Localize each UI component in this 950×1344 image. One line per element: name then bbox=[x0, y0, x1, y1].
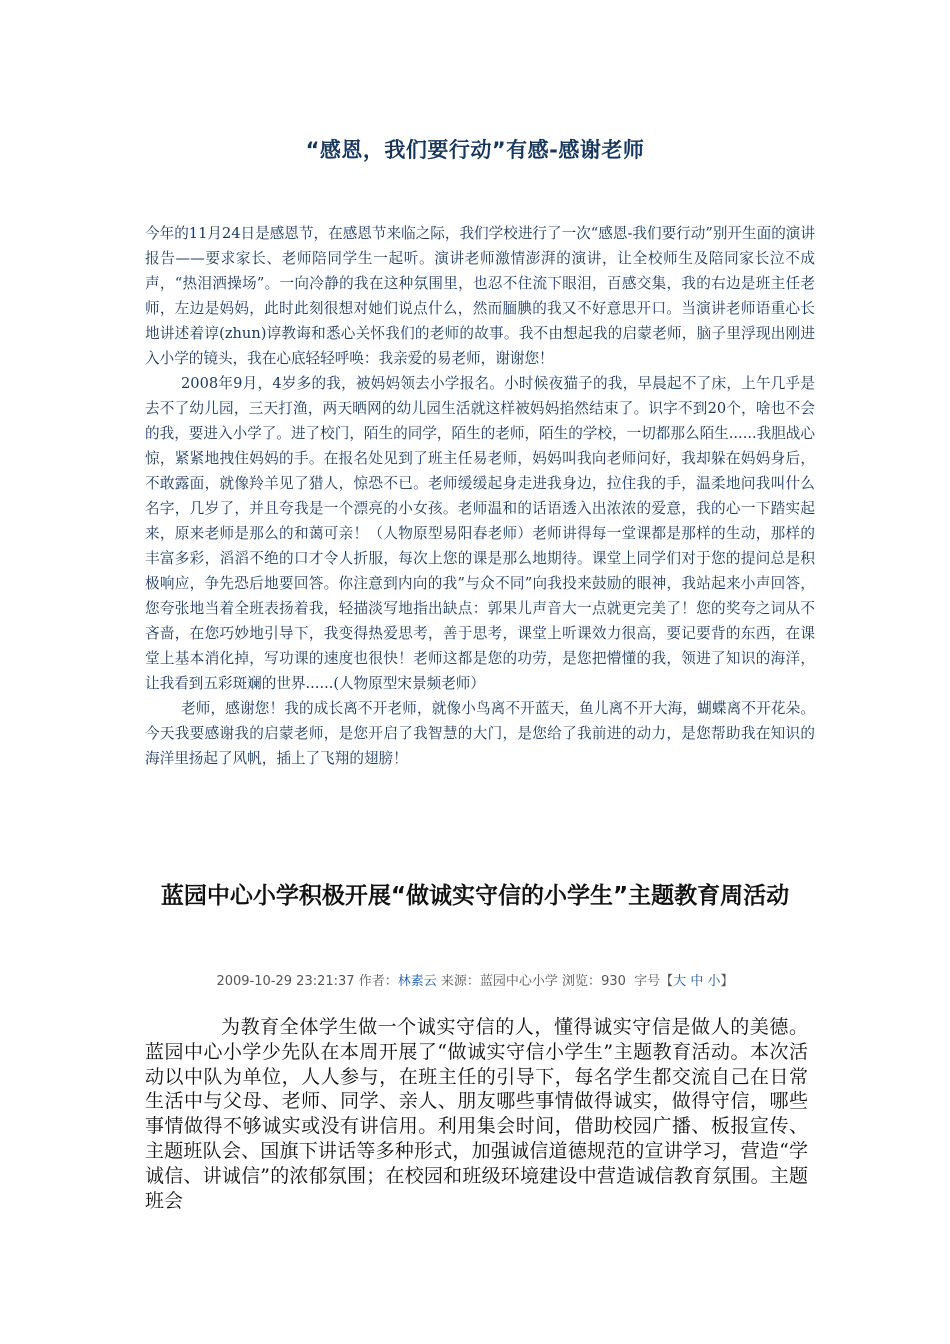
font-size-label-end: 】 bbox=[720, 974, 734, 989]
author-label: 作者： bbox=[358, 974, 398, 989]
news-title: 蓝园中心小学积极开展“做诚实守信的小学生”主题教育周活动 bbox=[160, 883, 790, 909]
views-count: 930 bbox=[601, 974, 626, 989]
paragraph: 为教育全体学生做一个诚实守信的人，懂得诚实守信是做人的美德。蓝园中心小学少先队在本周开展了“做诚实守信小学生”主题教育活动。本次活动以中队为单位，人人参与，在班主任的引导下，每名学生都交流自己在日常生活中与父母、老师、同学、亲人、朋友哪些事情做得诚实，做得守信，哪些事情做得不够诚实或没有讲信用。利用集会时间，借助校园广播、板报宣传、主题班队会、国旗下讲话等多种形式，加强诚信道德规范的宣讲学习，营造“学诚信、讲诚信”的浓郁氛围；在校园和班级环境建设中营造诚信教育氛围。主题班会 bbox=[145, 1016, 808, 1212]
font-size-large-button[interactable]: 大 bbox=[673, 974, 687, 989]
font-size-small-button[interactable]: 小 bbox=[707, 974, 721, 989]
paragraph: 今年的11月24日是感恩节，在感恩节来临之际，我们学校进行了一次“感恩-我们要行动”别开生面的演讲报告——要求家长、老师陪同学生一起听。演讲老师激情澎湃的演讲，让全校师生及陪同家长泣不成声，“热泪洒操场”。一向冷静的我在这种氛围里，也忍不住流下眼泪，百感交集，我的右边是班主任老师，左边是妈妈，此时此刻很想对她们说点什么，然而腼腆的我又不好意思开口。当演讲老师语重心长地讲述着谆(zhun)谆教诲和悉心关怀我们的老师的故事。我不由想起我的启蒙老师，脑子里浮现出刚进入小学的镜头，我在心底轻轻呼唤：我亲爱的易老师，谢谢您！ bbox=[145, 225, 815, 367]
author-link[interactable]: 林素云 bbox=[397, 974, 437, 989]
font-size-label: 字号【 bbox=[634, 974, 674, 989]
font-size-medium-button[interactable]: 中 bbox=[690, 974, 704, 989]
publish-datetime: 2009-10-29 23:21:37 bbox=[216, 974, 355, 989]
article-body bbox=[145, 221, 815, 771]
paragraph: 2008年9月，4岁多的我，被妈妈领去小学报名。小时候夜猫子的我，早晨起不了床，上午几乎是去不了幼儿园，三天打渔，两天晒网的幼儿园生活就这样被妈妈掐然结束了。识字不到20个，啥也不会的我，要进入小学了。进了校门，陌生的同学，陌生的老师，陌生的学校，一切都那么陌生......我胆战心惊，紧紧地拽住妈妈的手。在报名处见到了班主任易老师，妈妈叫我向老师问好，我却躲在妈妈身后，不敢露面，就像羚羊见了猎人，惊恐不已。老师缓缓起身走进我身边，拉住我的手，温柔地问我叫什么名字，几岁了，并且夸我是一个漂亮的小女孩。老师温和的话语透入出浓浓的爱意，我的心一下踏实起来，原来老师是那么的和蔼可亲！（人物原型易阳春老师）老师讲得每一堂课都是那样的生动，那样的丰富多彩，滔滔不绝的口才令人折服，每次上您的课是那么地期待。课堂上同学们对于您的提问总是积极响应，争先恐后地要回答。你注意到内向的我”与众不同”向我投来鼓励的眼神，我站起来小声回答，您夸张地当着全班表扬着我，轻描淡写地指出缺点：郭果儿声音大一点就更完美了！您的奖夸之词从不吝啬，在您巧妙地引导下，我变得热爱思考，善于思考，课堂上听课效力很高，要记要背的东西，在课堂上基本消化掉，写功课的速度也很快！老师这都是您的功劳，是您把懵懂的我，领进了知识的海洋，让我看到五彩斑斓的世界......(人物原型宋景频老师） bbox=[145, 375, 815, 692]
views-label: 浏览： bbox=[562, 974, 602, 989]
news-body bbox=[145, 1015, 808, 1213]
source-value: 蓝园中心小学 bbox=[479, 974, 558, 989]
article-title: “感恩，我们要行动”有感-感谢老师 bbox=[305, 138, 645, 162]
paragraph: 老师，感谢您！我的成长离不开老师，就像小鸟离不开蓝天，鱼儿离不开大海，蝴蝶离不开花朵。今天我要感谢我的启蒙老师，是您开启了我智慧的大门，是您给了我前进的动力，是您帮助我在知识的海洋里扬起了风帆，插上了飞翔的翅膀！ bbox=[145, 700, 815, 767]
news-meta bbox=[0, 970, 950, 989]
source-label: 来源： bbox=[440, 974, 480, 989]
